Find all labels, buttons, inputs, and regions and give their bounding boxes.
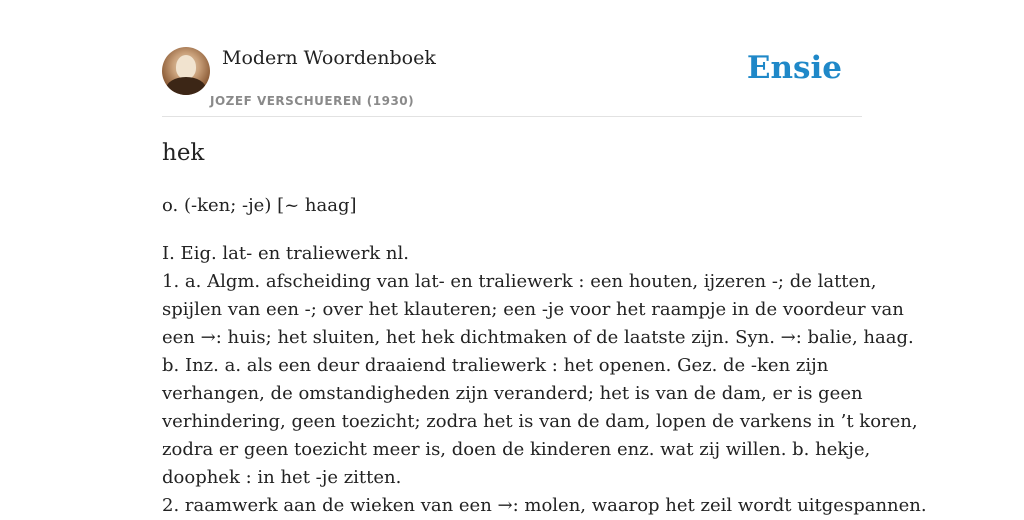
definition-line: 1. a. Algm. afscheiding van lat- en traliewerk : een houten, ijzeren -; de latten, — [162, 271, 877, 292]
definition-line: zodra er geen toezicht meer is, doen de kinderen enz. wat zij willen. b. hekje, — [162, 439, 871, 460]
site-header — [162, 44, 862, 117]
definition-line: spijlen van een -; over het klauteren; een -je voor het raampje in de voordeur van — [162, 299, 904, 320]
definition-line: doophek : in het -je zitten. — [162, 467, 402, 488]
entry-headword: hek — [162, 140, 205, 166]
definition-line: verhangen, de omstandigheden zijn veranderd; het is van de dam, er is geen — [162, 383, 863, 404]
entry-grammar: o. (-ken; -je) [~ haag] — [162, 195, 357, 216]
definition-line: I. Eig. lat- en traliewerk nl. — [162, 243, 410, 264]
avatar-shoulders — [166, 77, 206, 95]
definition-line: b. Inz. a. als een deur draaiend traliewerk : het openen. Gez. de -ken zijn — [162, 355, 829, 376]
ensie-logo[interactable]: Ensie — [746, 50, 842, 86]
author-avatar[interactable] — [162, 47, 210, 95]
definition-line: verhindering, geen toezicht; zodra het is van de dam, lopen de varkens in ’t koren, — [162, 411, 918, 432]
entry-definition — [162, 240, 927, 520]
definition-line: 2. raamwerk aan de wieken van een →: molen, waarop het zeil wordt uitgespannen. — [162, 495, 927, 516]
dictionary-title[interactable]: Modern Woordenboek — [222, 47, 436, 69]
avatar-face — [176, 55, 196, 79]
author-name[interactable]: JOZEF VERSCHUEREN (1930) — [210, 94, 415, 108]
definition-line: een →: huis; het sluiten, het hek dichtmaken of de laatste zijn. Syn. →: balie, haag. — [162, 327, 914, 348]
